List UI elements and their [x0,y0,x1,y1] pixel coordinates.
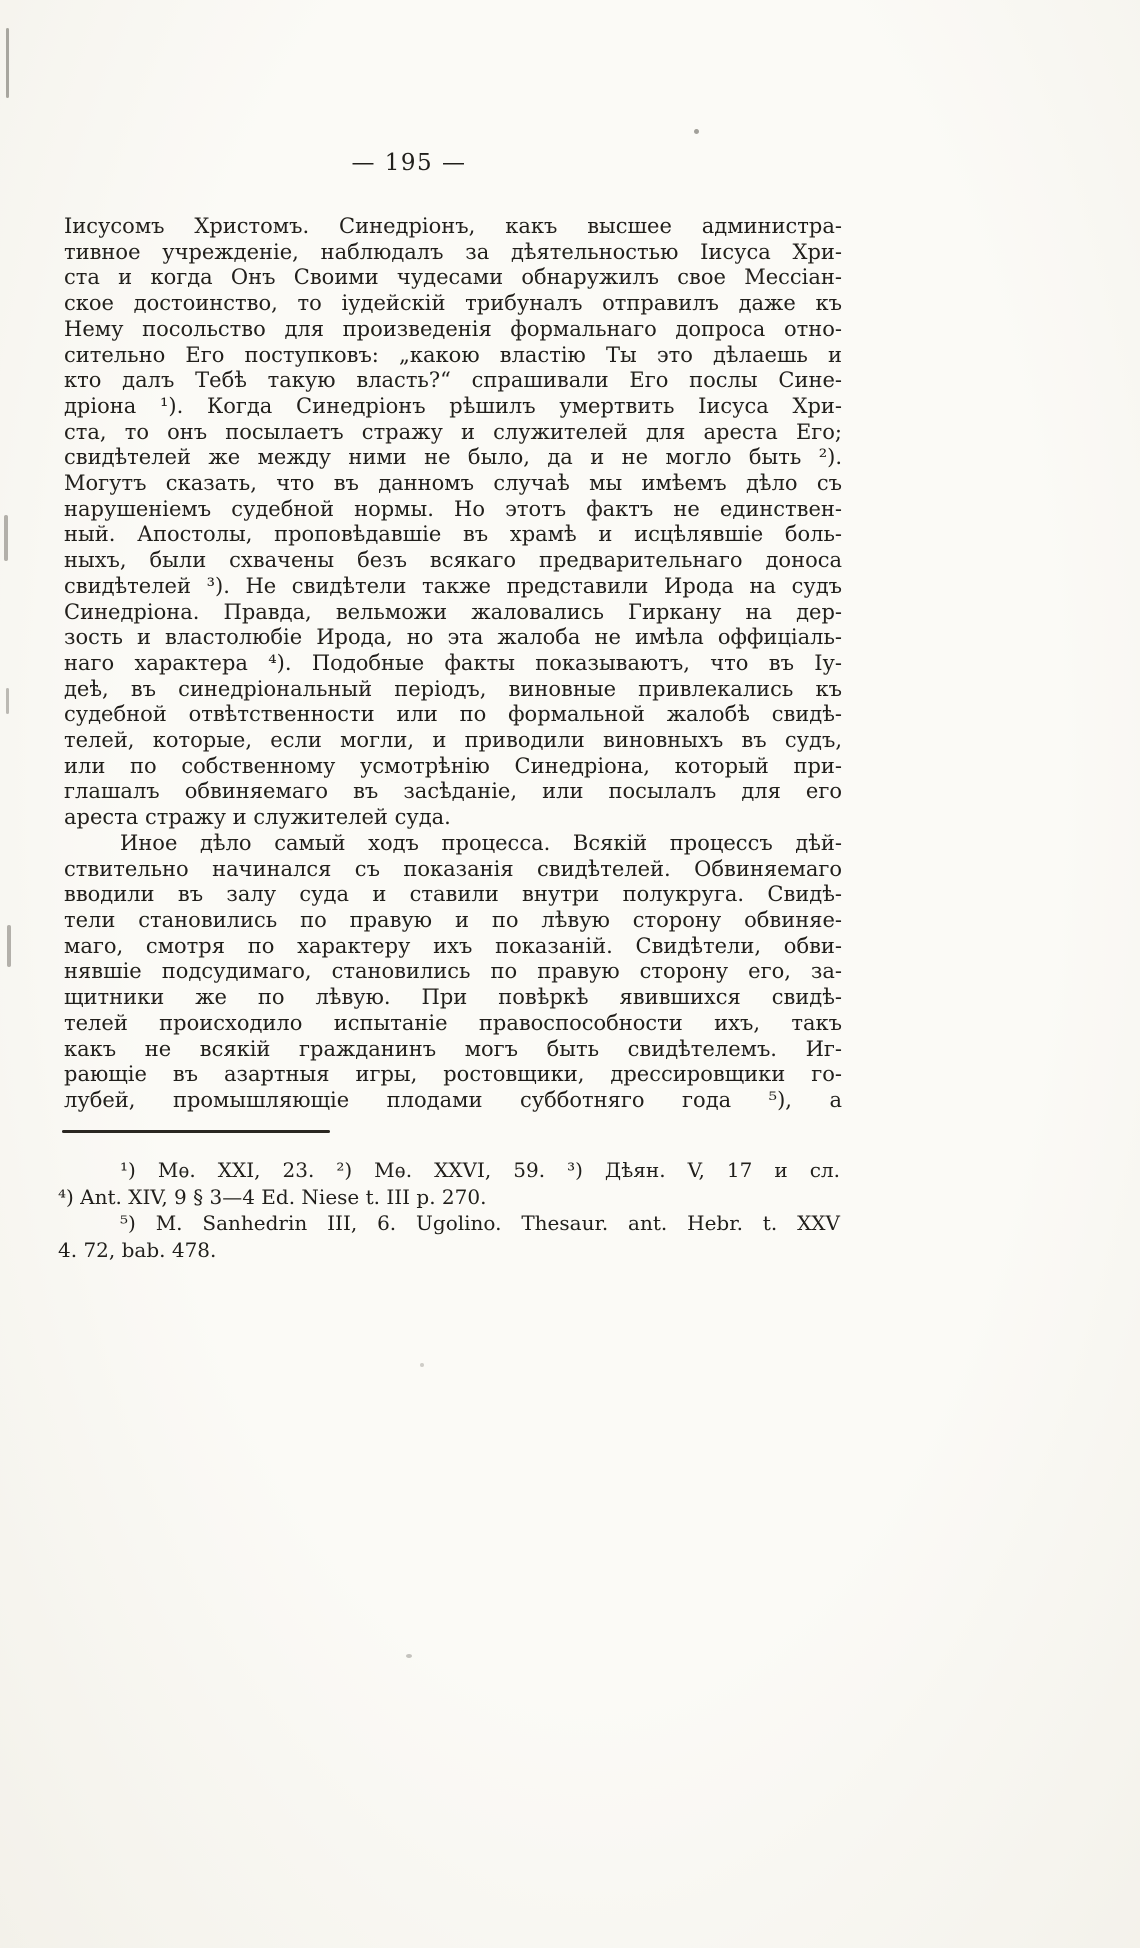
scan-artifact [4,515,8,561]
body-text-line: глашалъ обвиняемаго въ засѣданіе, или посылалъ для его [64,779,842,804]
body-text-line: рающіе въ азартныя игры, ростовщики, дрессировщики го- [64,1062,842,1087]
body-text-line: ный. Апостолы, проповѣдавшіе въ храмѣ и исцѣлявшіе боль- [64,522,842,547]
body-text-line: кто далъ Тебѣ такую власть?“ спрашивали Его послы Сине- [64,368,842,393]
body-text-line: нарушеніемъ судебной нормы. Но этотъ фактъ не единствен- [64,496,842,521]
body-text-line: какъ не всякій гражданинъ могъ быть свидѣтелемъ. Иг- [64,1036,842,1061]
body-text-line: ствительно начинался съ показанія свидѣтелей. Обвиняемаго [64,856,842,881]
scan-artifact [6,688,9,714]
body-text-line: свидѣтелей ³). Не свидѣтели также представили Ирода на судъ [64,573,842,598]
body-text-line: Могутъ сказать, что въ данномъ случаѣ мы имѣемъ дѣло съ [64,471,842,496]
footnote-separator-rule [62,1130,330,1133]
body-text-line: Синедріона. Правда, вельможи жаловались Гиркану на дер- [64,599,842,624]
body-text-line: маго, смотря по характеру ихъ показаній. Свидѣтели, обви- [64,933,842,958]
body-text-line: ареста стражу и служителей суда. [64,805,451,830]
body-text-line: ста, то онъ посылаетъ стражу и служителей для ареста Его; [64,419,842,444]
body-text-line: Нему посольство для произведенія формальнаго допроса отно- [64,316,842,341]
body-text-line: или по собственному усмотрѣнію Синедріона, который при- [64,753,842,778]
scan-artifact [7,925,11,967]
footnote-line: ¹) Мѳ. XXI, 23. ²) Мѳ. XXVI, 59. ³) Дѣян. V, 17 и сл. [120,1158,840,1182]
body-text-line: нявшіе подсудимаго, становились по правую сторону его, за- [64,959,842,984]
scan-artifact [406,1654,412,1658]
body-text-line: телей, которые, если могли, и приводили виновныхъ въ судъ, [64,728,842,753]
body-text-line: ныхъ, были схвачены безъ всякаго предварительнаго доноса [64,548,842,573]
body-text-line: щитники же по лѣвую. При повѣркѣ явившихся свидѣ- [64,985,842,1010]
body-text-line: дріона ¹). Когда Синедріонъ рѣшилъ умертвить Іисуса Хри- [64,393,842,418]
body-text-line: лубей, промышляющіе плодами субботняго года ⁵), а [64,1087,842,1112]
footnotes-block [58,1157,840,1263]
body-text-line: сительно Его поступковъ: „какою властію Ты это дѣлаешь и [64,342,842,367]
scan-artifact [694,129,699,134]
scan-artifact [420,1363,424,1367]
body-text-line: ское достоинство, то іудейскій трибуналъ отправилъ даже къ [64,291,842,316]
body-text-line: наго характера ⁴). Подобные факты показываютъ, что въ Іу- [64,650,842,675]
body-text-line: Иное дѣло самый ходъ процесса. Всякій процессъ дѣй- [120,830,842,855]
body-text [64,214,842,1114]
body-text-line: вводили въ залу суда и ставили внутри полукруга. Свидѣ- [64,882,842,907]
body-text-line: Іисусомъ Христомъ. Синедріонъ, какъ высшее администра- [64,214,842,238]
footnote-line: 4. 72, bab. 478. [58,1237,217,1262]
page-number: — 195 — [351,150,467,176]
body-text-line: тели становились по правую и по лѣвую сторону обвиняе- [64,907,842,932]
footnote-line: ⁴) Ant. XIV, 9 § 3—4 Ed. Niese t. III p. 270. [58,1184,487,1209]
body-text-line: зость и властолюбіе Ирода, но эта жалоба не имѣла оффиціаль- [64,625,842,650]
scan-artifact [6,28,9,98]
footnote-line: ⁵) M. Sanhedrin III, 6. Ugolino. Thesaur. ant. Hebr. t. XXV [120,1211,840,1235]
body-text-line: телей происходило испытаніе правоспособности ихъ, такъ [64,1010,842,1035]
body-text-line: тивное учрежденіе, наблюдалъ за дѣятельностью Іисуса Хри- [64,239,842,264]
body-text-line: деѣ, въ синедріональный періодъ, виновные привлекались къ [64,676,842,701]
body-text-line: ста и когда Онъ Своими чудесами обнаружилъ свое Мессіан- [64,265,842,290]
body-text-line: судебной отвѣтственности или по формальной жалобѣ свидѣ- [64,702,842,727]
body-text-line: свидѣтелей же между ними не было, да и не могло быть ²). [64,445,842,470]
